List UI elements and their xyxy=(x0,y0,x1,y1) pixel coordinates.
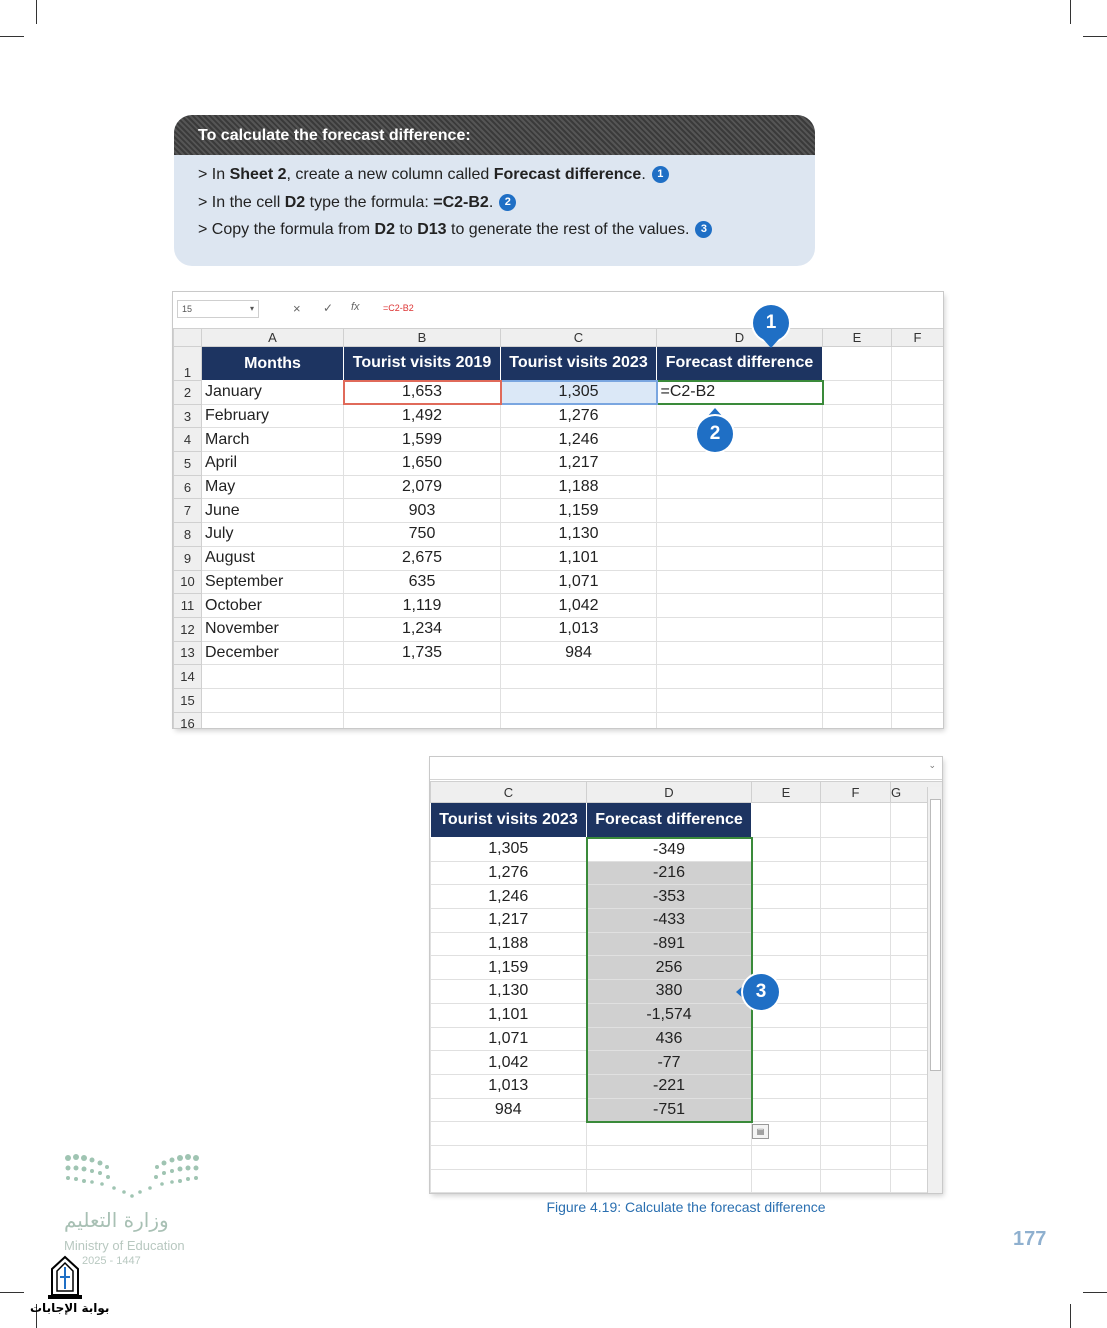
forecast-difference-cell[interactable] xyxy=(657,641,823,665)
empty-cell[interactable] xyxy=(892,712,944,728)
crop-mark xyxy=(36,0,37,24)
visits-2019-cell[interactable]: 1,119 xyxy=(344,594,501,618)
column-header-d[interactable]: D xyxy=(657,329,823,347)
row-header[interactable]: 6 xyxy=(174,475,202,499)
table-row xyxy=(431,909,943,933)
month-cell[interactable]: May xyxy=(202,475,344,499)
table-row xyxy=(431,1145,943,1169)
forecast-difference-cell[interactable]: 436 xyxy=(587,1027,752,1051)
column-header-e[interactable]: E xyxy=(823,329,892,347)
forecast-difference-cell[interactable] xyxy=(657,546,823,570)
empty-cell[interactable] xyxy=(821,803,891,838)
empty-cell[interactable] xyxy=(501,665,657,689)
empty-cell[interactable] xyxy=(821,1122,891,1146)
active-cell-d2[interactable]: =C2-B2 xyxy=(657,381,823,405)
row-header[interactable]: 11 xyxy=(174,594,202,618)
row-header[interactable]: 10 xyxy=(174,570,202,594)
empty-cell[interactable] xyxy=(657,712,823,728)
step-text: , create a new column called xyxy=(286,166,494,183)
portal-logo-icon xyxy=(44,1255,86,1301)
visits-2019-cell[interactable]: 635 xyxy=(344,570,501,594)
step-badge: 2 xyxy=(499,194,516,211)
step-badge: 1 xyxy=(652,166,669,183)
month-cell[interactable]: June xyxy=(202,499,344,523)
forecast-difference-cell[interactable] xyxy=(657,428,823,452)
empty-cell[interactable] xyxy=(823,523,892,547)
empty-cell[interactable] xyxy=(821,885,891,909)
empty-cell[interactable] xyxy=(657,688,823,712)
empty-cell[interactable] xyxy=(821,1027,891,1051)
scrollbar-thumb[interactable] xyxy=(930,799,941,1071)
paste-options-icon[interactable]: ▤ xyxy=(752,1124,769,1139)
row-header[interactable]: 13 xyxy=(174,641,202,665)
spreadsheet-1 xyxy=(173,292,943,728)
table-header-row xyxy=(174,347,944,381)
row-header[interactable]: 3 xyxy=(174,404,202,428)
empty-cell[interactable] xyxy=(892,570,944,594)
empty-cell[interactable] xyxy=(501,712,657,728)
step-text: type the formula: xyxy=(305,193,434,211)
empty-cell[interactable] xyxy=(431,1169,587,1193)
empty-cell[interactable] xyxy=(752,1027,821,1051)
empty-cell[interactable] xyxy=(431,1145,587,1169)
visits-2023-cell[interactable]: 1,042 xyxy=(431,1051,587,1075)
empty-cell[interactable] xyxy=(821,1169,891,1193)
empty-cell[interactable] xyxy=(823,347,892,381)
forecast-difference-cell[interactable] xyxy=(657,475,823,499)
column-header-f[interactable]: F xyxy=(821,782,891,803)
empty-cell[interactable] xyxy=(587,1145,752,1169)
visits-2023-cell[interactable]: 1,071 xyxy=(501,570,657,594)
forecast-difference-cell[interactable]: -216 xyxy=(587,861,752,885)
table-row xyxy=(174,546,944,570)
visits-2019-cell[interactable]: 2,079 xyxy=(344,475,501,499)
table-row xyxy=(431,1169,943,1193)
step-text: . xyxy=(641,166,646,183)
table-row xyxy=(174,688,944,712)
empty-cell[interactable] xyxy=(823,546,892,570)
empty-cell[interactable] xyxy=(752,1074,821,1098)
visits-2019-cell[interactable]: 1,599 xyxy=(344,428,501,452)
visits-2023-cell[interactable]: 1,217 xyxy=(431,909,587,933)
table-row xyxy=(174,617,944,641)
step-bold: Forecast difference xyxy=(493,166,642,183)
empty-cell[interactable] xyxy=(821,909,891,933)
empty-cell[interactable] xyxy=(892,347,944,381)
empty-cell[interactable] xyxy=(823,381,892,405)
forecast-difference-cell[interactable]: -433 xyxy=(587,909,752,933)
step-bold: =C2-B2 xyxy=(433,193,489,211)
spreadsheet-2 xyxy=(430,757,942,1193)
empty-cell[interactable] xyxy=(892,665,944,689)
visits-2023-cell[interactable]: 1,276 xyxy=(431,861,587,885)
empty-cell[interactable] xyxy=(892,381,944,405)
instruction-title: To calculate the forecast difference: xyxy=(174,115,815,155)
forecast-difference-cell[interactable]: 256 xyxy=(587,956,752,980)
header-cell[interactable]: Tourist visits 2023 xyxy=(501,347,657,381)
empty-cell[interactable] xyxy=(892,594,944,618)
page-number: 177 xyxy=(1013,1228,1047,1250)
table-row xyxy=(431,1074,943,1098)
visits-2023-cell[interactable]: 1,013 xyxy=(501,617,657,641)
formula-text: =C2-B2 xyxy=(383,303,414,313)
month-cell[interactable]: December xyxy=(202,641,344,665)
forecast-difference-cell[interactable] xyxy=(657,404,823,428)
empty-cell[interactable] xyxy=(823,428,892,452)
table-row xyxy=(431,1051,943,1075)
forecast-difference-cell[interactable]: -751 xyxy=(587,1098,752,1122)
empty-cell[interactable] xyxy=(752,1051,821,1075)
row-header[interactable]: 4 xyxy=(174,428,202,452)
visits-2023-cell[interactable]: 1,013 xyxy=(431,1074,587,1098)
empty-cell[interactable] xyxy=(892,641,944,665)
callout-badge-2: 2 xyxy=(697,416,733,452)
visits-2023-cell[interactable]: 1,159 xyxy=(501,499,657,523)
column-header-e[interactable]: E xyxy=(752,782,821,803)
empty-cell[interactable] xyxy=(752,1169,821,1193)
visits-2023-cell[interactable]: 1,159 xyxy=(431,956,587,980)
table-row xyxy=(431,1027,943,1051)
step-badge: 3 xyxy=(695,221,712,238)
chevron-down-icon[interactable]: ⌄ xyxy=(928,760,936,770)
chevron-down-icon[interactable]: ▾ xyxy=(249,304,254,313)
empty-cell[interactable] xyxy=(821,838,891,862)
visits-2019-cell[interactable]: 1,492 xyxy=(344,404,501,428)
month-cell[interactable]: September xyxy=(202,570,344,594)
table-row xyxy=(431,838,943,862)
step-bold: Sheet 2 xyxy=(229,166,287,183)
crop-mark xyxy=(1070,0,1071,24)
empty-cell[interactable] xyxy=(823,570,892,594)
visits-2023-cell[interactable]: 1,130 xyxy=(431,980,587,1004)
forecast-difference-cell[interactable]: -221 xyxy=(587,1074,752,1098)
table-row xyxy=(431,861,943,885)
empty-cell[interactable] xyxy=(823,499,892,523)
table-row xyxy=(174,523,944,547)
empty-cell[interactable] xyxy=(344,712,501,728)
table-row xyxy=(174,712,944,728)
forecast-difference-cell[interactable] xyxy=(657,594,823,618)
row-header[interactable]: 14 xyxy=(174,665,202,689)
empty-cell[interactable] xyxy=(587,1169,752,1193)
header-cell[interactable]: Forecast difference xyxy=(587,803,752,838)
forecast-difference-cell[interactable] xyxy=(657,499,823,523)
empty-cell[interactable] xyxy=(752,932,821,956)
empty-cell[interactable] xyxy=(823,452,892,476)
instruction-box xyxy=(174,115,815,266)
empty-cell[interactable] xyxy=(892,546,944,570)
forecast-difference-cell[interactable]: -891 xyxy=(587,932,752,956)
empty-cell[interactable] xyxy=(752,909,821,933)
row-header[interactable]: 2 xyxy=(174,381,202,405)
month-cell[interactable]: July xyxy=(202,523,344,547)
step-text: to xyxy=(394,221,418,238)
visits-2019-cell[interactable]: 1,650 xyxy=(344,452,501,476)
step-text: to generate the rest of the values. xyxy=(446,221,690,238)
instruction-list xyxy=(174,155,815,244)
empty-cell[interactable] xyxy=(752,1145,821,1169)
step-text: > In xyxy=(198,166,230,183)
empty-cell[interactable] xyxy=(892,452,944,476)
empty-cell[interactable] xyxy=(821,1051,891,1075)
visits-2019-cell[interactable]: 903 xyxy=(344,499,501,523)
visits-2023-cell[interactable]: 1,305 xyxy=(431,838,587,862)
visits-2023-cell[interactable]: 984 xyxy=(431,1098,587,1122)
empty-cell[interactable] xyxy=(892,404,944,428)
visits-2023-cell[interactable]: 984 xyxy=(501,641,657,665)
step-text: . xyxy=(488,193,494,211)
empty-cell[interactable] xyxy=(821,1098,891,1122)
forecast-difference-cell[interactable] xyxy=(657,523,823,547)
visits-2019-cell[interactable]: 1,653 xyxy=(344,381,501,405)
crop-mark xyxy=(1070,1304,1071,1328)
table-row xyxy=(174,594,944,618)
column-header-c[interactable]: C xyxy=(431,782,587,803)
row-header[interactable]: 16 xyxy=(174,712,202,728)
empty-cell[interactable] xyxy=(821,861,891,885)
visits-2023-cell[interactable]: 1,188 xyxy=(501,475,657,499)
forecast-difference-cell[interactable]: -77 xyxy=(587,1051,752,1075)
cancel-icon[interactable]: × xyxy=(293,301,301,316)
column-header-a[interactable]: A xyxy=(202,329,344,347)
sheet-1-grid xyxy=(173,328,943,728)
callout-pointer xyxy=(763,339,779,348)
empty-cell[interactable] xyxy=(892,617,944,641)
column-header-row xyxy=(174,329,944,347)
table-row xyxy=(431,1003,943,1027)
table-header-row xyxy=(431,803,943,838)
row-header[interactable]: 9 xyxy=(174,546,202,570)
visits-2023-cell[interactable]: 1,246 xyxy=(431,885,587,909)
table-row xyxy=(174,475,944,499)
empty-cell[interactable] xyxy=(823,404,892,428)
header-cell[interactable]: Tourist visits 2019 xyxy=(344,347,501,381)
step-bold: D13 xyxy=(417,221,447,238)
visits-2023-cell[interactable]: 1,130 xyxy=(501,523,657,547)
column-header-d[interactable]: D xyxy=(587,782,752,803)
visits-2023-cell[interactable]: 1,276 xyxy=(501,404,657,428)
row-header[interactable]: 12 xyxy=(174,617,202,641)
row-header[interactable]: 15 xyxy=(174,688,202,712)
table-row xyxy=(431,885,943,909)
row-header[interactable]: 1 xyxy=(174,347,202,381)
forecast-difference-cell[interactable]: -353 xyxy=(587,885,752,909)
formula-input[interactable] xyxy=(379,300,939,316)
month-cell[interactable]: August xyxy=(202,546,344,570)
empty-cell[interactable] xyxy=(752,885,821,909)
row-header[interactable]: 5 xyxy=(174,452,202,476)
visits-2019-cell[interactable]: 1,234 xyxy=(344,617,501,641)
visits-2023-cell[interactable]: 1,101 xyxy=(501,546,657,570)
empty-cell[interactable] xyxy=(892,475,944,499)
visits-2023-cell[interactable]: 1,042 xyxy=(501,594,657,618)
header-cell[interactable]: Months xyxy=(202,347,344,381)
forecast-difference-cell[interactable]: 380 xyxy=(587,980,752,1004)
column-header-f[interactable]: F xyxy=(892,329,944,347)
empty-cell[interactable] xyxy=(823,617,892,641)
empty-cell[interactable] xyxy=(821,980,891,1004)
empty-cell[interactable] xyxy=(431,1122,587,1146)
month-cell[interactable]: November xyxy=(202,617,344,641)
step-text: > Copy the formula from xyxy=(198,221,375,238)
vertical-scrollbar[interactable] xyxy=(927,787,942,1193)
header-cell[interactable]: Forecast difference xyxy=(657,347,823,381)
table-row xyxy=(174,381,944,405)
empty-cell[interactable] xyxy=(752,861,821,885)
empty-cell[interactable] xyxy=(823,641,892,665)
forecast-difference-cell[interactable]: -349 xyxy=(587,838,752,862)
table-row xyxy=(431,932,943,956)
empty-cell[interactable] xyxy=(821,1003,891,1027)
empty-cell[interactable] xyxy=(202,688,344,712)
visits-2023-cell[interactable]: 1,246 xyxy=(501,428,657,452)
formula-bar xyxy=(173,292,943,329)
visits-2023-cell[interactable]: 1,188 xyxy=(431,932,587,956)
empty-cell[interactable] xyxy=(344,688,501,712)
empty-cell[interactable] xyxy=(823,665,892,689)
ministry-years: 2025 - 1447 xyxy=(82,1255,141,1267)
instruction-step-3 xyxy=(198,216,815,244)
empty-cell[interactable] xyxy=(892,428,944,452)
month-cell[interactable]: October xyxy=(202,594,344,618)
visits-2023-cell[interactable]: 1,071 xyxy=(431,1027,587,1051)
row-header[interactable]: 7 xyxy=(174,499,202,523)
crop-mark xyxy=(0,36,24,37)
sheet-top-bar xyxy=(430,757,942,780)
ministry-name-arabic: وزارة التعليم xyxy=(64,1208,169,1232)
empty-cell[interactable] xyxy=(344,665,501,689)
header-cell[interactable]: Tourist visits 2023 xyxy=(431,803,587,838)
month-cell[interactable]: February xyxy=(202,404,344,428)
figure-caption: Figure 4.19: Calculate the forecast difference xyxy=(546,1199,826,1215)
empty-cell[interactable] xyxy=(501,688,657,712)
column-header-g[interactable]: G xyxy=(891,782,943,803)
step-bold: D2 xyxy=(374,221,395,238)
callout-badge-1: 1 xyxy=(753,305,789,341)
empty-cell[interactable] xyxy=(821,932,891,956)
visits-2023-cell[interactable]: 1,217 xyxy=(501,452,657,476)
visits-2023-cell[interactable]: 1,305 xyxy=(501,381,657,405)
empty-cell[interactable] xyxy=(202,712,344,728)
column-header-row xyxy=(431,782,943,803)
visits-2023-cell[interactable]: 1,101 xyxy=(431,1003,587,1027)
row-header[interactable]: 8 xyxy=(174,523,202,547)
forecast-difference-cell[interactable] xyxy=(657,452,823,476)
crop-mark xyxy=(1083,1292,1107,1293)
forecast-difference-cell[interactable]: -1,574 xyxy=(587,1003,752,1027)
month-cell[interactable]: March xyxy=(202,428,344,452)
table-row xyxy=(431,980,943,1004)
table-row xyxy=(174,665,944,689)
column-header-c[interactable]: C xyxy=(501,329,657,347)
empty-cell[interactable] xyxy=(202,665,344,689)
empty-cell[interactable] xyxy=(821,1074,891,1098)
crop-mark xyxy=(1083,36,1107,37)
name-box[interactable] xyxy=(177,300,259,318)
empty-cell[interactable] xyxy=(821,1145,891,1169)
empty-cell[interactable] xyxy=(823,594,892,618)
empty-cell[interactable] xyxy=(823,688,892,712)
month-cell[interactable]: January xyxy=(202,381,344,405)
empty-cell[interactable] xyxy=(587,1122,752,1146)
visits-2019-cell[interactable]: 750 xyxy=(344,523,501,547)
function-icon[interactable]: fx xyxy=(351,301,360,313)
enter-icon[interactable]: ✓ xyxy=(323,301,334,315)
empty-cell[interactable] xyxy=(823,712,892,728)
visits-2019-cell[interactable]: 2,675 xyxy=(344,546,501,570)
empty-cell[interactable] xyxy=(892,523,944,547)
visits-2019-cell[interactable]: 1,735 xyxy=(344,641,501,665)
crop-mark xyxy=(0,1292,24,1293)
forecast-difference-cell[interactable] xyxy=(657,570,823,594)
month-cell[interactable]: April xyxy=(202,452,344,476)
table-row xyxy=(431,956,943,980)
callout-badge-3: 3 xyxy=(743,974,779,1010)
table-row xyxy=(431,1122,943,1146)
forecast-difference-cell[interactable] xyxy=(657,617,823,641)
empty-cell[interactable] xyxy=(657,665,823,689)
empty-cell[interactable] xyxy=(752,1098,821,1122)
table-row xyxy=(174,452,944,476)
step-text: > In the cell xyxy=(198,193,285,211)
empty-cell[interactable] xyxy=(752,803,821,838)
instruction-step-2 xyxy=(198,189,815,217)
table-row xyxy=(174,641,944,665)
empty-cell[interactable] xyxy=(752,838,821,862)
ministry-name-english: Ministry of Education xyxy=(64,1238,185,1253)
select-all-corner[interactable] xyxy=(174,329,202,347)
empty-cell[interactable] xyxy=(821,956,891,980)
table-row xyxy=(174,499,944,523)
column-header-b[interactable]: B xyxy=(344,329,501,347)
empty-cell[interactable] xyxy=(892,499,944,523)
table-row xyxy=(431,1098,943,1122)
name-box-value: 15 xyxy=(182,304,193,314)
empty-cell[interactable] xyxy=(823,475,892,499)
portal-label: بوابة الإجابات xyxy=(30,1301,110,1315)
empty-cell[interactable] xyxy=(892,688,944,712)
table-row xyxy=(174,570,944,594)
table-row xyxy=(174,404,944,428)
step-bold: D2 xyxy=(284,193,306,211)
table-row xyxy=(174,428,944,452)
instruction-step-1 xyxy=(198,161,815,189)
sheet-2-grid xyxy=(430,781,942,1193)
ministry-logo-mark xyxy=(62,1150,202,1200)
